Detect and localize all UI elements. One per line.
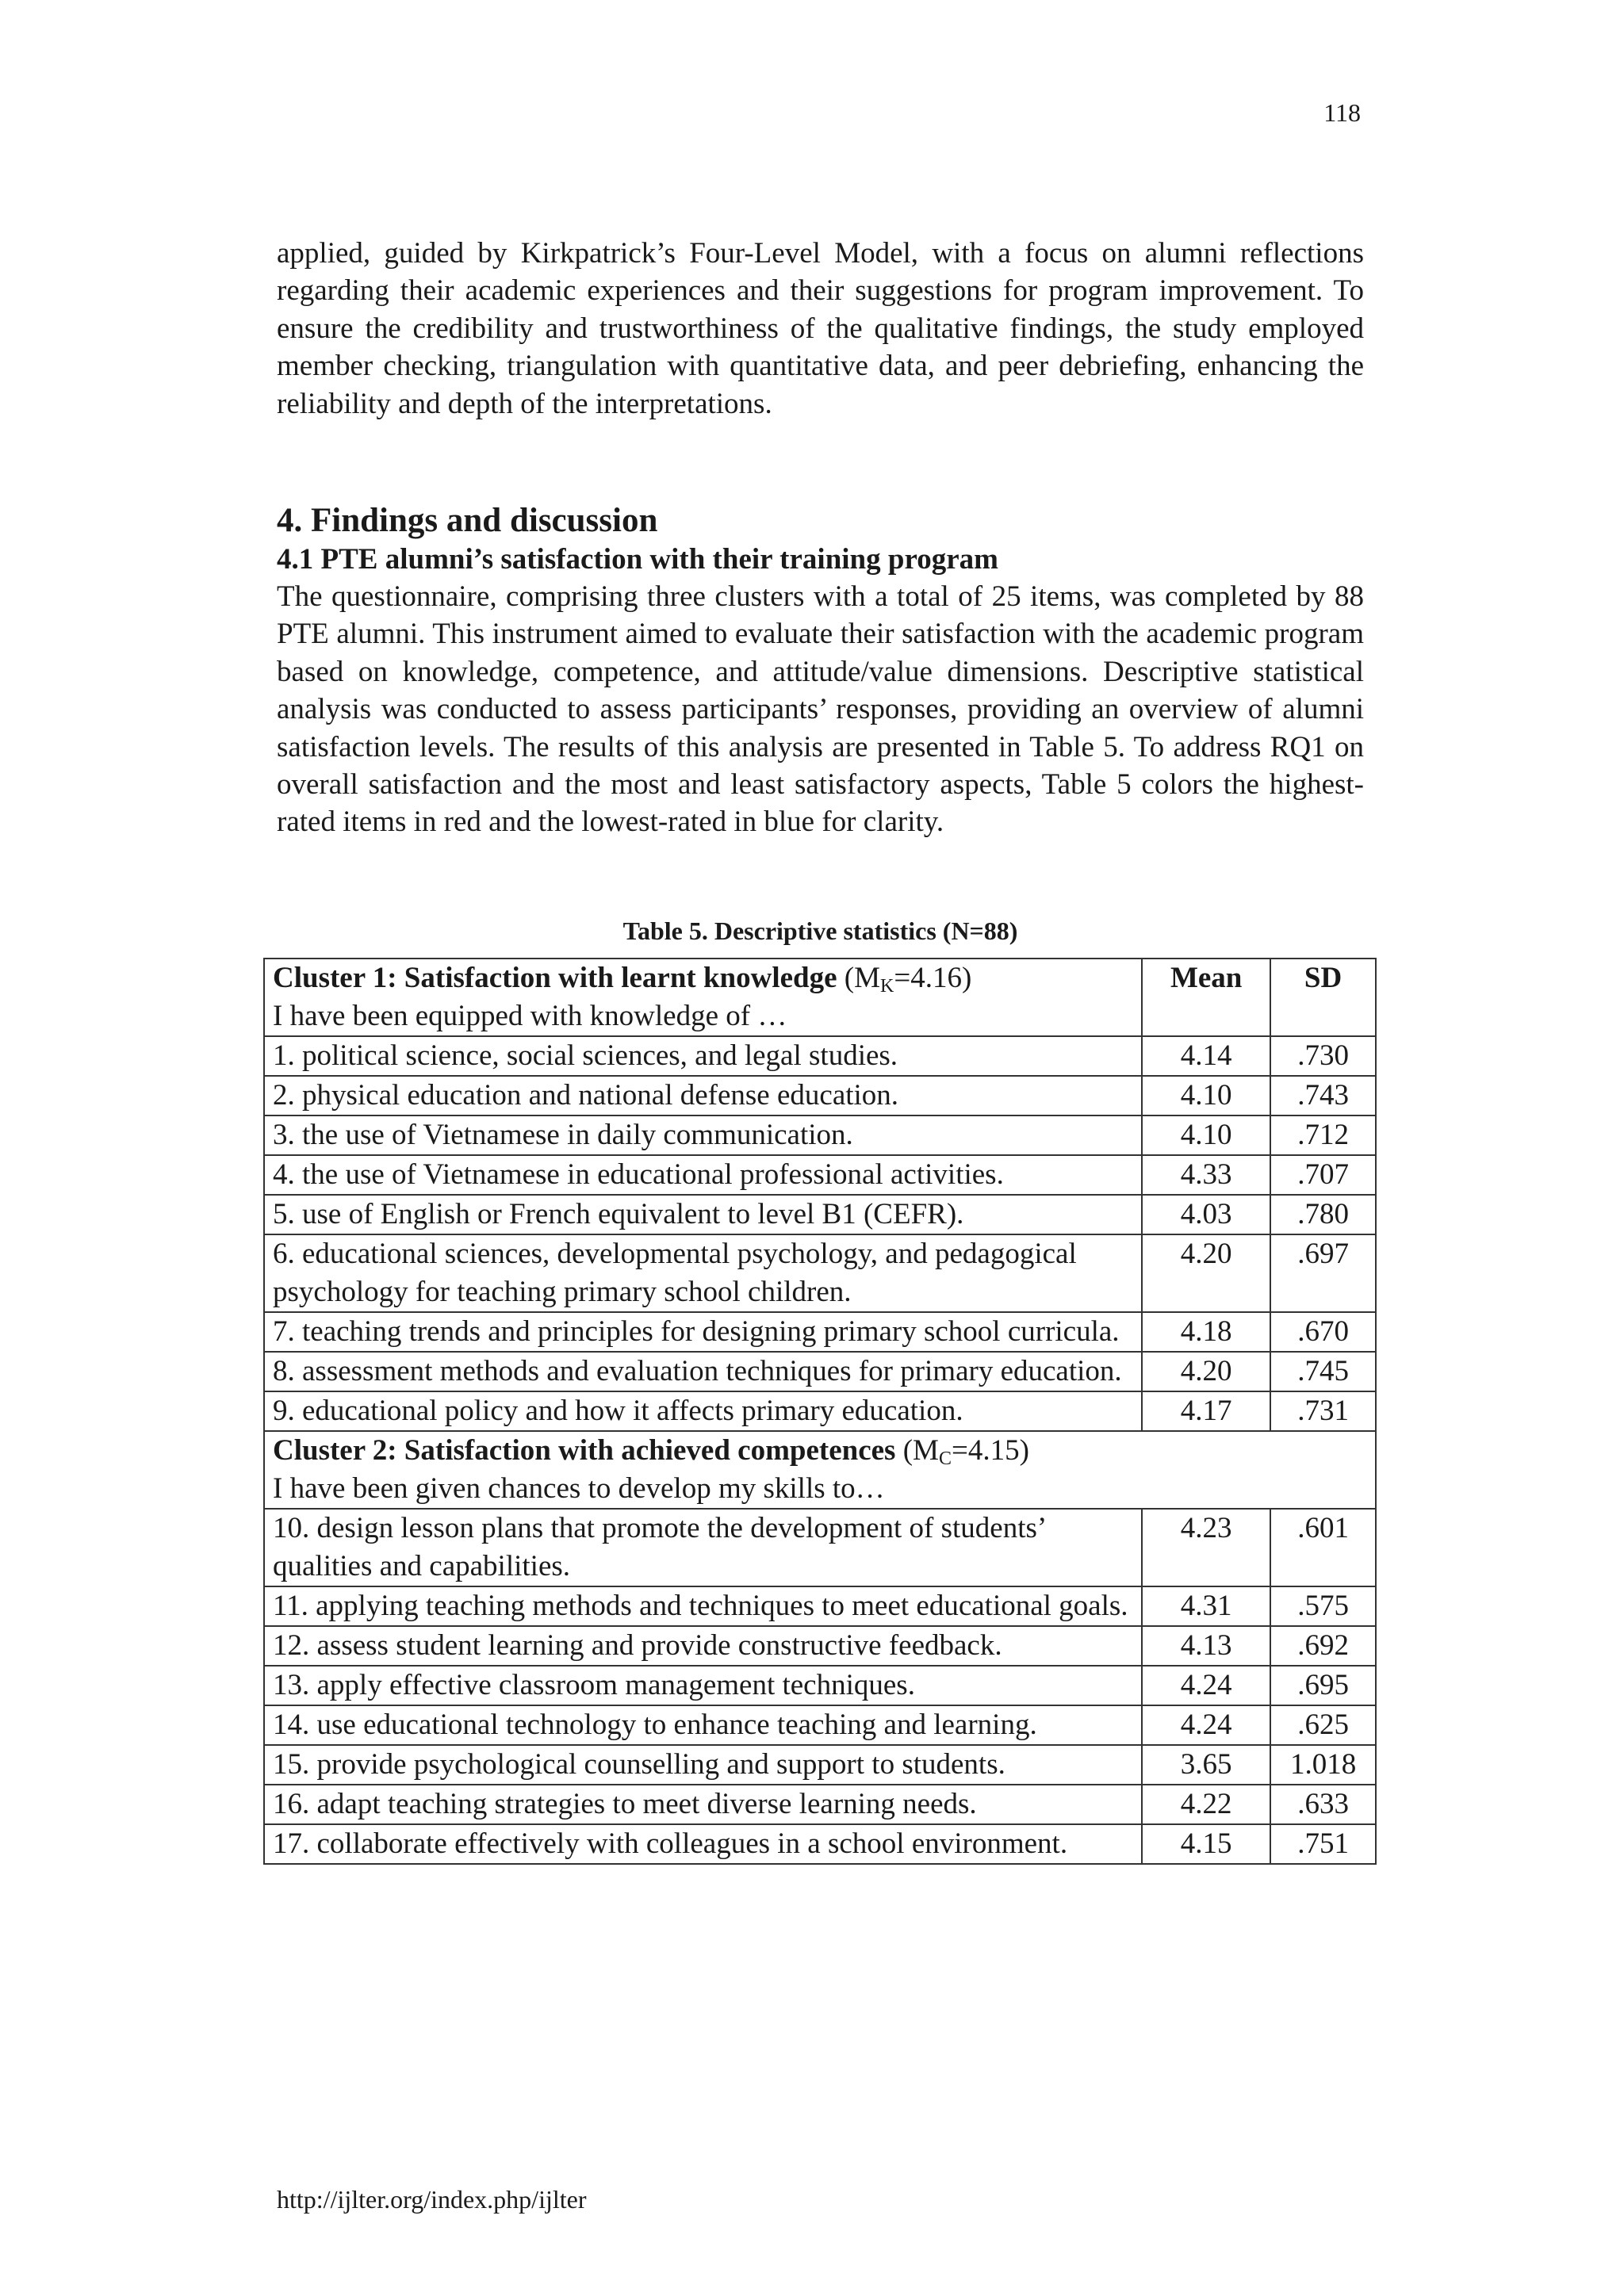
row-item: 3. the use of Vietnamese in daily communication.	[264, 1115, 1142, 1155]
cluster-2-stat-open: (M	[895, 1434, 939, 1467]
row-item: 5. use of English or French equivalent to level B1 (CEFR).	[264, 1195, 1142, 1234]
row-item: 7. teaching trends and principles for designing primary school curricula.	[264, 1312, 1142, 1352]
table-row	[264, 1155, 1376, 1195]
row-sd: .575	[1270, 1586, 1376, 1626]
table-row	[264, 1115, 1376, 1155]
table-row	[264, 1312, 1376, 1352]
footer-url-link[interactable]: http://ijlter.org/index.php/ijlter	[277, 2185, 587, 2214]
header-mean: Mean	[1142, 959, 1270, 1036]
table-row	[264, 1785, 1376, 1824]
row-mean: 3.65	[1142, 1745, 1270, 1785]
table-caption: Table 5. Descriptive statistics (N=88)	[622, 916, 1018, 945]
row-sd: 1.018	[1270, 1745, 1376, 1785]
table-row	[264, 1036, 1376, 1076]
row-item: 12. assess student learning and provide constructive feedback.	[264, 1626, 1142, 1666]
table-row	[264, 1352, 1376, 1391]
row-sd: .743	[1270, 1076, 1376, 1115]
row-item: 16. adapt teaching strategies to meet diverse learning needs.	[264, 1785, 1142, 1824]
cluster-2-header-row	[264, 1431, 1376, 1509]
row-mean: 4.23	[1142, 1509, 1270, 1586]
subsection-heading: 4.1 PTE alumni’s satisfaction with their training program	[277, 543, 998, 576]
row-sd: .751	[1270, 1824, 1376, 1864]
cluster-2-stat-close: =4.15)	[951, 1434, 1029, 1467]
row-sd: .780	[1270, 1195, 1376, 1234]
row-mean: 4.24	[1142, 1705, 1270, 1745]
row-mean: 4.17	[1142, 1391, 1270, 1431]
cluster-2-title: Cluster 2: Satisfaction with achieved competences	[273, 1434, 896, 1467]
table-row	[264, 1509, 1376, 1586]
row-mean: 4.03	[1142, 1195, 1270, 1234]
row-sd: .633	[1270, 1785, 1376, 1824]
row-mean: 4.33	[1142, 1155, 1270, 1195]
section-heading: 4. Findings and discussion	[277, 502, 658, 539]
row-mean: 4.14	[1142, 1036, 1270, 1076]
row-item: 10. design lesson plans that promote the development of students’ qualities and capabilities.	[264, 1509, 1142, 1586]
row-item: 4. the use of Vietnamese in educational professional activities.	[264, 1155, 1142, 1195]
table-row	[264, 1195, 1376, 1234]
table-row	[264, 1666, 1376, 1705]
row-sd: .745	[1270, 1352, 1376, 1391]
table-header-row	[264, 959, 1376, 1036]
row-item: 14. use educational technology to enhance teaching and learning.	[264, 1705, 1142, 1745]
row-mean: 4.31	[1142, 1586, 1270, 1626]
row-mean: 4.10	[1142, 1076, 1270, 1115]
row-sd: .697	[1270, 1234, 1376, 1312]
cluster-1-stat-close: =4.16)	[894, 962, 972, 994]
row-sd: .695	[1270, 1666, 1376, 1705]
row-sd: .730	[1270, 1036, 1376, 1076]
row-item: 9. educational policy and how it affects primary education.	[264, 1391, 1142, 1431]
descriptive-statistics-table	[263, 958, 1377, 1865]
row-item: 13. apply effective classroom management techniques.	[264, 1666, 1142, 1705]
row-mean: 4.24	[1142, 1666, 1270, 1705]
row-sd: .731	[1270, 1391, 1376, 1431]
row-item: 6. educational sciences, developmental psychology, and pedagogical psychology for teaching primary school children.	[264, 1234, 1142, 1312]
table-row	[264, 1626, 1376, 1666]
cluster-2-header	[264, 1431, 1376, 1509]
row-item: 2. physical education and national defense education.	[264, 1076, 1142, 1115]
row-mean: 4.18	[1142, 1312, 1270, 1352]
table-row	[264, 1076, 1376, 1115]
table-row	[264, 1705, 1376, 1745]
cluster-1-stat-sub: K	[880, 976, 894, 997]
table-row	[264, 1391, 1376, 1431]
body-paragraph-1: applied, guided by Kirkpatrick’s Four-Level Model, with a focus on alumni reflections regarding their academic experiences and their suggestions for program improvement. To ensure the credibility and trustworthiness of the qualitative findings, the study employed member checking, triangulation with quantitative data, and peer debriefing, enhancing the reliability and depth of the interpretations.	[277, 237, 1364, 420]
row-sd: .712	[1270, 1115, 1376, 1155]
row-item: 11. applying teaching methods and techniques to meet educational goals.	[264, 1586, 1142, 1626]
row-mean: 4.22	[1142, 1785, 1270, 1824]
page-number: 118	[1323, 98, 1361, 127]
row-item: 1. political science, social sciences, and legal studies.	[264, 1036, 1142, 1076]
cluster-1-title: Cluster 1: Satisfaction with learnt knowledge	[273, 962, 837, 994]
header-sd: SD	[1270, 959, 1376, 1036]
cluster-2-lead: I have been given chances to develop my skills to…	[273, 1472, 885, 1505]
cluster-1-lead: I have been equipped with knowledge of …	[273, 1000, 787, 1032]
body-paragraph-2: The questionnaire, comprising three clusters with a total of 25 items, was completed by 88 PTE alumni. This instrument aimed to evaluate their satisfaction with the academic program based on knowledge, competence, and attitude/value dimensions. Descriptive statistical analysis was conducted to assess participants’ responses, providing an overview of alumni satisfaction levels. The results of this analysis are presented in Table 5. To address RQ1 on overall satisfaction and the most and least satisfactory aspects, Table 5 colors the highest-rated items in red and the lowest-rated in blue for clarity.	[277, 580, 1364, 839]
cluster-2-stat-sub: C	[938, 1448, 952, 1469]
cluster-1-stat-open: (M	[837, 962, 881, 994]
row-mean: 4.15	[1142, 1824, 1270, 1864]
cluster-1-header	[264, 959, 1142, 1036]
row-sd: .692	[1270, 1626, 1376, 1666]
row-item: 17. collaborate effectively with colleagues in a school environment.	[264, 1824, 1142, 1864]
row-sd: .601	[1270, 1509, 1376, 1586]
table-row	[264, 1745, 1376, 1785]
row-mean: 4.20	[1142, 1234, 1270, 1312]
table-row	[264, 1234, 1376, 1312]
row-sd: .707	[1270, 1155, 1376, 1195]
row-mean: 4.13	[1142, 1626, 1270, 1666]
row-sd: .670	[1270, 1312, 1376, 1352]
row-item: 15. provide psychological counselling and support to students.	[264, 1745, 1142, 1785]
table-row	[264, 1586, 1376, 1626]
row-item: 8. assessment methods and evaluation techniques for primary education.	[264, 1352, 1142, 1391]
row-sd: .625	[1270, 1705, 1376, 1745]
row-mean: 4.20	[1142, 1352, 1270, 1391]
row-mean: 4.10	[1142, 1115, 1270, 1155]
table-row	[264, 1824, 1376, 1864]
